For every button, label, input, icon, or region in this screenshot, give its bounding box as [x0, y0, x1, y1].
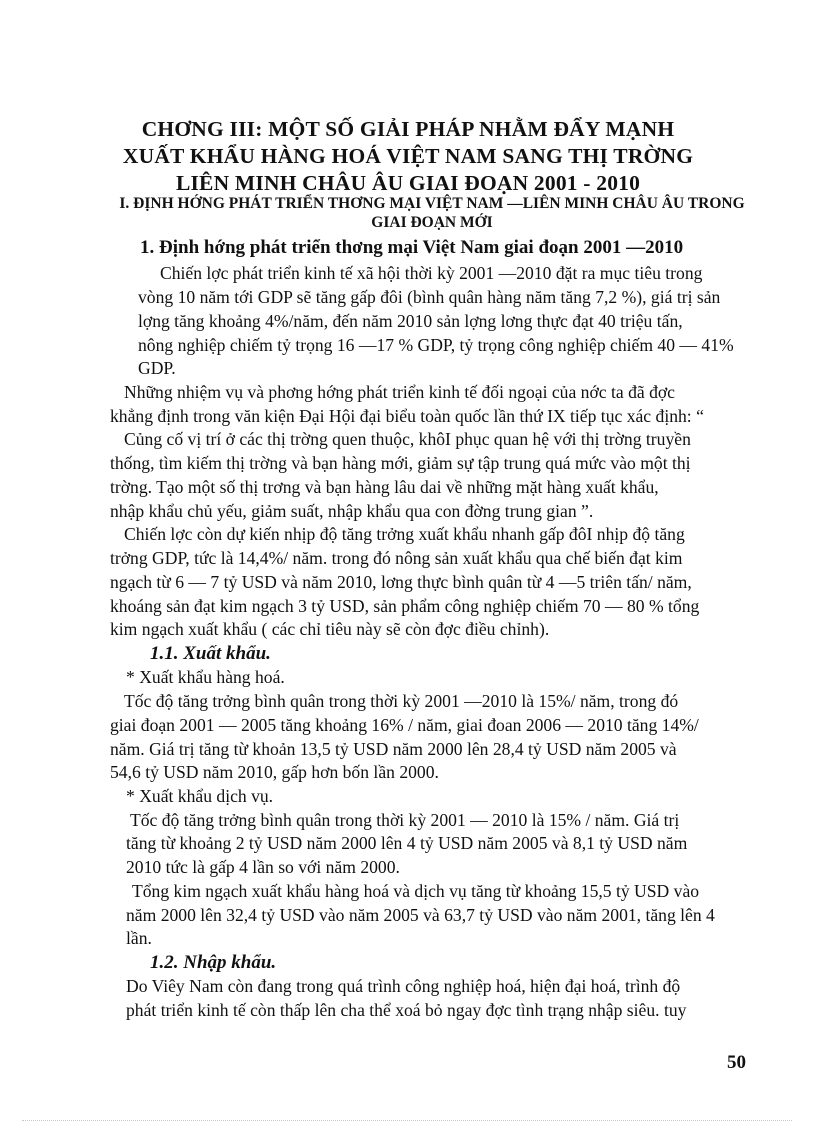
paragraph-line: Những nhiệm vụ và phơng hớng phát triển kinh tế đối ngoại của nớc ta đã đợc [124, 382, 675, 402]
heading-1-2: 1.2. Nhập khẩu. [150, 952, 277, 973]
paragraph-line: lợng tăng khoảng 4%/năm, đến năm 2010 sản lợng lơng thực đạt 40 triệu tấn, [138, 311, 683, 331]
paragraph-line: * Xuất khẩu dịch vụ. [126, 786, 274, 806]
paragraph-line: khẳng định trong văn kiện Đại Hội đại biểu toàn quốc lần thứ IX tiếp tục xác định: “ [110, 406, 704, 426]
paragraph-line: vòng 10 năm tới GDP sẽ tăng gấp đôi (bình quân hàng năm tăng 7,2 %), giá trị sản [138, 287, 721, 307]
page-number: 50 [727, 1052, 746, 1073]
paragraph-line: Tổng kim ngạch xuất khẩu hàng hoá và dịch vụ tăng từ khoảng 15,5 tỷ USD vào [132, 881, 700, 901]
footer-dotted-rule [22, 1120, 792, 1121]
paragraph-line: nông nghiệp chiếm tỷ trọng 16 —17 % GDP, tỷ trọng công nghiệp chiếm 40 — 41% [138, 335, 734, 355]
paragraph-line: năm. Giá trị tăng từ khoản 13,5 tỷ USD năm 2000 lên 28,4 tỷ USD năm 2005 và [110, 739, 677, 759]
paragraph-line: Do Viêy Nam còn đang trong quá trình công nghiệp hoá, hiện đại hoá, trình độ [126, 976, 681, 996]
paragraph-line: Tốc độ tăng trởng bình quân trong thời kỳ 2001 —2010 là 15%/ năm, trong đó [124, 691, 679, 711]
heading-1-1: 1.1. Xuất khẩu. [150, 643, 271, 664]
paragraph-line: * Xuất khẩu hàng hoá. [126, 667, 285, 687]
paragraph-line: ngạch từ 6 — 7 tỷ USD và năm 2010, lơng thực bình quân từ 4 —5 triên tấn/ năm, [110, 572, 692, 592]
paragraph-line: Tốc độ tăng trởng bình quân trong thời kỳ 2001 — 2010 là 15% / năm. Giá trị [130, 810, 680, 830]
paragraph-line: trởng GDP, tức là 14,4%/ năm. trong đó nông sản xuất khẩu qua chế biến đạt kim [110, 548, 683, 568]
paragraph-line: khoáng sản đạt kim ngạch 3 tỷ USD, sản phẩm công nghiệp chiếm 70 — 80 % tổng [110, 596, 700, 616]
paragraph-line: Củng cố vị trí ở các thị trờng quen thuộc, khôI phục quan hệ với thị trờng truyền [124, 429, 691, 449]
paragraph-line: Chiến lợc phát triển kinh tế xã hội thời kỳ 2001 —2010 đặt ra mục tiêu trong [160, 263, 703, 283]
section-heading: I. ĐỊNH HỚNG PHÁT TRIỂN THƠNG MẠI VIỆT NAM —LIÊN MINH CHÂU ÂU TRONG GIAI ĐOẠN MỚI [119, 195, 745, 231]
paragraph-line: Chiến lợc còn dự kiến nhịp độ tăng trởng xuất khẩu nhanh gấp đôI nhịp độ tăng [124, 524, 685, 544]
chapter-title: CHƠNG III: MỘT SỐ GIẢI PHÁP NHẰM ĐẨY MẠNH XUẤT KHẨU HÀNG HOÁ VIỆT NAM SANG THỊ TRỜNG LIÊN MINH CHÂU ÂU GIAI ĐOẠN 2001 - 2010 [122, 117, 694, 195]
paragraph-line: lần. [126, 928, 152, 948]
paragraph-line: kim ngạch xuất khẩu ( các chỉ tiêu này sẽ còn đợc điều chỉnh). [110, 619, 550, 639]
paragraph-line: tăng từ khoảng 2 tỷ USD năm 2000 lên 4 tỷ USD năm 2005 và 8,1 tỷ USD năm [126, 833, 688, 853]
paragraph-line: thống, tìm kiếm thị trờng và bạn hàng mới, giảm sự tập trung quá mức vào một thị [110, 453, 691, 473]
paragraph-line: giai đoạn 2001 — 2005 tăng khoảng 16% / năm, giai đoan 2006 — 2010 tăng 14%/ [110, 715, 699, 735]
paragraph-line: GDP. [138, 358, 176, 378]
paragraph-line: phát triển kinh tế còn thấp lên cha thể xoá bỏ ngay đợc tình trạng nhập siêu. tuy [126, 1000, 687, 1020]
paragraph-line: nhập khẩu chủ yếu, giảm suất, nhập khẩu qua con đờng trung gian ”. [110, 501, 594, 521]
sub-heading: 1. Định hớng phát triển thơng mại Việt Nam giai đoạn 2001 —2010 [140, 237, 684, 258]
paragraph-line: 54,6 tỷ USD năm 2010, gấp hơn bốn lần 2000. [110, 762, 439, 782]
paragraph-line: 2010 tức là gấp 4 lần so với năm 2000. [126, 857, 400, 877]
paragraph-line: năm 2000 lên 32,4 tỷ USD vào năm 2005 và 63,7 tỷ USD vào năm 2001, tăng lên 4 [126, 905, 715, 925]
paragraph-line: trờng. Tạo một số thị trơng và bạn hàng lâu dai về những mặt hàng xuất khẩu, [110, 477, 659, 497]
